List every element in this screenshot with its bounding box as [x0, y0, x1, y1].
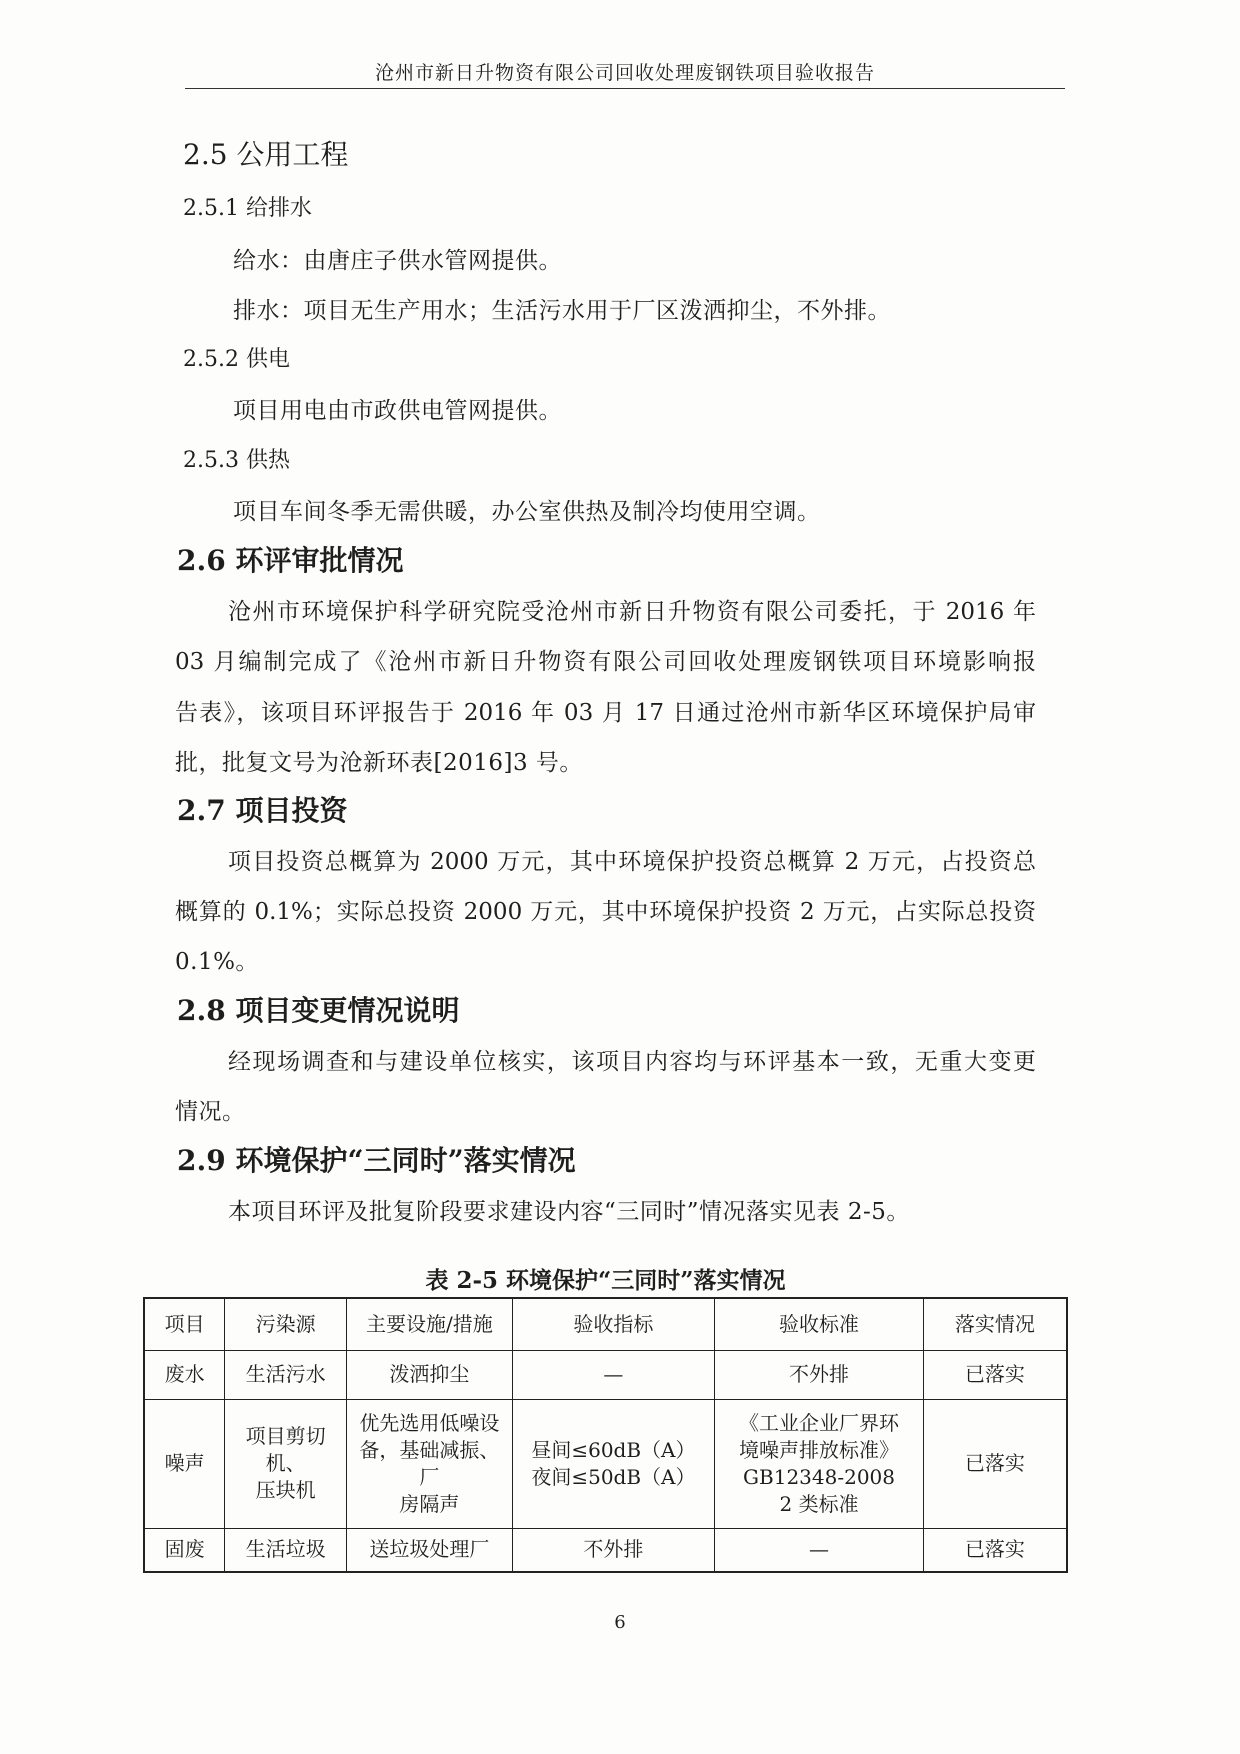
table-cell: 废水: [144, 1350, 225, 1399]
header-cell: 落实情况: [923, 1298, 1067, 1350]
page-number: 6: [614, 1612, 626, 1633]
cell-line: 压块机: [255, 1478, 316, 1502]
table-cell: 不外排: [512, 1528, 715, 1572]
table-cell: 噪声: [144, 1399, 225, 1528]
section-2-7-title: 2.7 项目投资: [177, 794, 348, 827]
three-simultaneous-table: [143, 1297, 1068, 1573]
table-cell: 已落实: [923, 1528, 1067, 1572]
eia-paragraph-line: 沧州市环境保护科学研究院受沧州市新日升物资有限公司委托，于 2016 年: [228, 599, 1036, 625]
section-2-5-title: 2.5 公用工程: [183, 138, 349, 171]
change-paragraph-line: 情况。: [175, 1099, 246, 1125]
table-cell: 送垃圾处理厂: [347, 1528, 513, 1572]
table-cell: 生活污水: [225, 1350, 347, 1399]
page-header: 沧州市新日升物资有限公司回收处理废钢铁项目验收报告: [374, 62, 875, 84]
header-rule: [185, 88, 1065, 89]
cell-line: 项目剪切机、: [245, 1424, 326, 1475]
table-row: [144, 1528, 1067, 1572]
cell-line: 2 类标准: [779, 1491, 859, 1516]
table-cell: —: [512, 1350, 715, 1399]
header-cell: 主要设施/措施: [347, 1298, 513, 1350]
cell-line: 备，基础减振、厂: [359, 1437, 500, 1489]
table-row: [144, 1350, 1067, 1399]
cell-line: 房隔声: [399, 1491, 460, 1516]
eia-paragraph-line: 03 月编制完成了《沧州市新日升物资有限公司回收处理废钢铁项目环境影响报: [175, 649, 1036, 675]
section-2-6-title: 2.6 环评审批情况: [177, 544, 404, 577]
power-supply-text: 项目用电由市政供电管网提供。: [233, 398, 562, 424]
section-2-8-title: 2.8 项目变更情况说明: [177, 994, 460, 1027]
eia-paragraph-line: 批，批复文号为沧新环表[2016]3 号。: [175, 750, 583, 776]
header-cell: 验收指标: [512, 1298, 715, 1350]
cell-line: 优先选用低噪设: [359, 1410, 500, 1435]
header-cell: 项目: [144, 1298, 225, 1350]
table-cell: —: [715, 1528, 924, 1572]
cell-line: 境噪声排放标准》: [739, 1437, 900, 1462]
cell-line: 夜间≤50dB（A）: [531, 1464, 696, 1489]
three-simultaneous-text: 本项目环评及批复阶段要求建设内容“三同时”情况落实见表 2-5。: [228, 1199, 910, 1225]
section-2-5-1-title: 2.5.1 给排水: [183, 196, 312, 221]
eia-paragraph-line: 告表》，该项目环评报告于 2016 年 03 月 17 日通过沧州市新华区环境保护局审: [175, 700, 1036, 726]
drainage-text: 排水：项目无生产用水；生活污水用于厂区泼洒抑尘，不外排。: [233, 298, 891, 324]
section-2-5-3-title: 2.5.3 供热: [183, 448, 290, 473]
table-cell: 泼洒抑尘: [347, 1350, 513, 1399]
table-cell: 已落实: [923, 1399, 1067, 1528]
table-row: [144, 1399, 1067, 1528]
cell-line: 昼间≤60dB（A）: [531, 1437, 696, 1462]
water-supply-text: 给水：由唐庄子供水管网提供。: [233, 248, 562, 274]
table-cell: 生活垃圾: [225, 1528, 347, 1572]
table-caption: 表 2-5 环境保护“三同时”落实情况: [425, 1267, 786, 1294]
table-cell: 固废: [144, 1528, 225, 1572]
heating-text: 项目车间冬季无需供暖，办公室供热及制冷均使用空调。: [233, 499, 821, 525]
header-cell: 污染源: [225, 1298, 347, 1350]
cell-line: GB12348-2008: [743, 1464, 895, 1489]
investment-paragraph-line: 概算的 0.1%；实际总投资 2000 万元，其中环境保护投资 2 万元，占实际总投资: [175, 899, 1036, 925]
section-2-5-2-title: 2.5.2 供电: [183, 347, 290, 372]
table-cell: [715, 1399, 924, 1528]
investment-paragraph-line: 项目投资总概算为 2000 万元，其中环境保护投资总概算 2 万元，占投资总: [228, 849, 1036, 875]
table-cell: [347, 1399, 513, 1528]
table-cell: 不外排: [715, 1350, 924, 1399]
table-cell: [512, 1399, 715, 1528]
investment-paragraph-line: 0.1%。: [175, 949, 259, 975]
header-cell: 验收标准: [715, 1298, 924, 1350]
cell-line: 《工业企业厂界环: [739, 1410, 900, 1435]
table-cell: [225, 1399, 347, 1528]
section-2-9-title: 2.9 环境保护“三同时”落实情况: [177, 1144, 576, 1177]
table-cell: 已落实: [923, 1350, 1067, 1399]
change-paragraph-line: 经现场调查和与建设单位核实，该项目内容均与环评基本一致，无重大变更: [228, 1049, 1036, 1075]
table-header-row: [144, 1298, 1067, 1350]
